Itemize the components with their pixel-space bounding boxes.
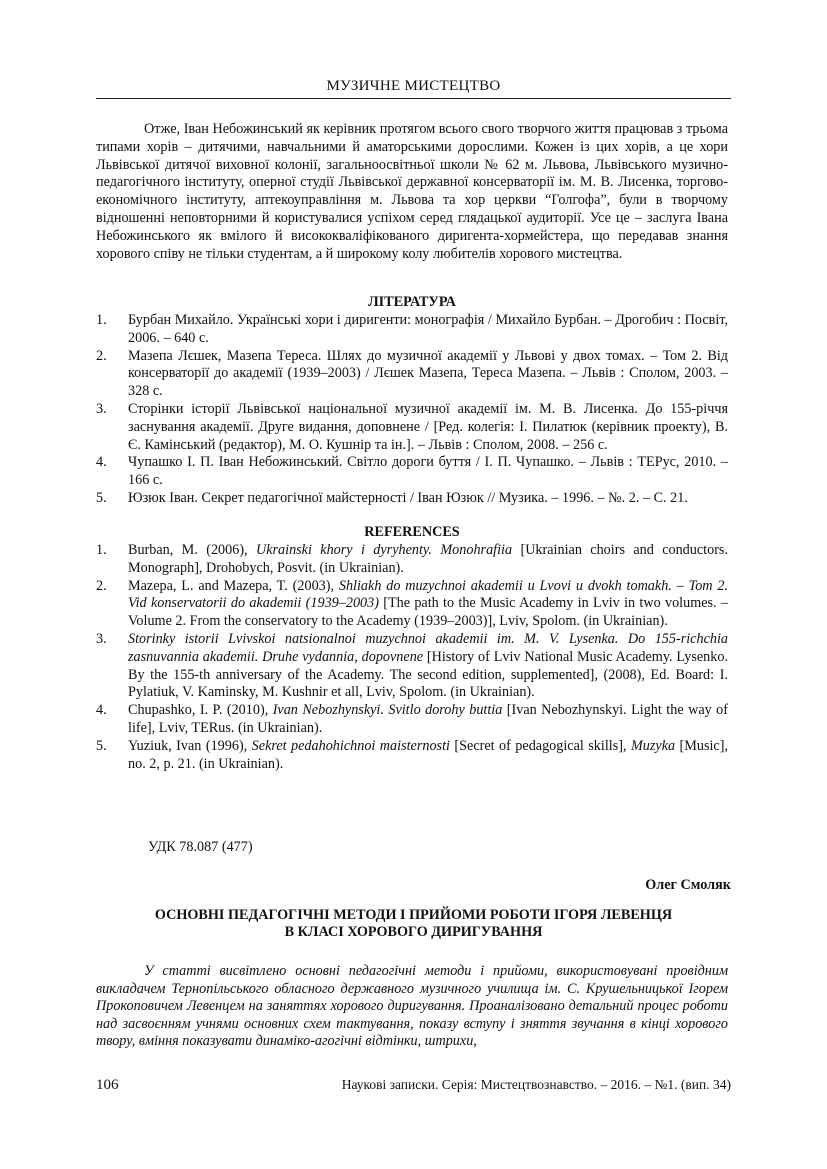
item-text: Бурбан Михайло. Українські хори і диригенти: монографія / Михайло Бурбан. – Дрогобич : Посвіт, 2006. – 640 с. <box>128 312 728 346</box>
references-list <box>96 542 728 773</box>
article-title-line-1: ОСНОВНІ ПЕДАГОГІЧНІ МЕТОДИ І ПРИЙОМИ РОБОТИ ІГОРЯ ЛЕВЕНЦЯ <box>154 907 673 923</box>
page-number: 106 <box>96 1077 119 1093</box>
abstract <box>96 963 728 1051</box>
literature-item <box>96 312 728 348</box>
item-number: 3. <box>96 630 107 647</box>
item-number: 2. <box>96 577 107 594</box>
reference-mid: [The path to the Music Academy in Lviv in two volumes. – Volume 2. From the conservatory to the Academy (1939–2003)], Lviv, Spolom. (in Ukrainian). <box>128 595 728 630</box>
reference-it1: Shliakh do muzychnoi akademii u Lvovi u dvokh tomakh. – Tom 2. Vid konservatorii do akademii (1939–2003) <box>128 577 729 612</box>
intro-paragraph <box>96 121 728 263</box>
literature-item <box>96 401 728 454</box>
reference-mid: [Ivan Nebozhynskyi. Light the way of life], Lviv, TERus. (in Ukrainian). <box>128 702 728 736</box>
literature-item <box>96 490 728 508</box>
item-text <box>128 738 728 774</box>
item-text <box>128 542 728 578</box>
reference-post: [Music], no. 2, p. 21. (in Ukrainian). <box>128 737 729 772</box>
header-rule <box>96 98 731 99</box>
reference-mid: [History of Lviv National Music Academy. Lysenko. By the 155-th anniversary of the Academy. The second edition, supplemented], (2008), Ed. Board: I. Pylatiuk, V. Kaminsky, M. Kushnir et all, Lviv, Spolom. (in Ukrainian). <box>128 648 728 701</box>
udk-code: УДК 78.087 (477) <box>148 839 253 855</box>
item-text: Юзюк Іван. Секрет педагогічної майстерності / Іван Юзюк // Музика. – 1996. – №. 2. – С. 21. <box>128 489 688 506</box>
item-number: 4. <box>96 702 107 719</box>
reference-pre: Yuziuk, Ivan (1996), <box>128 737 252 754</box>
author-name: Олег Смоляк <box>645 877 731 893</box>
item-number: 5. <box>96 737 107 754</box>
literature-item <box>96 348 728 401</box>
item-text <box>128 702 728 738</box>
references-heading: REFERENCES <box>364 524 460 540</box>
item-text: Сторінки історії Львівської національної музичної академії ім. М. В. Лисенка. До 155-річчя заснування академії. Друге видання, доповнене / [Ред. колегія: І. Пилатюк (керівник проекту), В. Є. Камінський (редактор), М. О. Кушнір та ін.]. – Львів : Сполом, 2008. – 256 с. <box>128 400 728 453</box>
reference-pre: Mazepa, L. and Mazepa, T. (2003), <box>128 577 339 594</box>
reference-item <box>96 631 728 702</box>
article-title <box>96 907 731 941</box>
article-title-line-2: В КЛАСІ ХОРОВОГО ДИРИГУВАННЯ <box>284 924 543 940</box>
item-number: 5. <box>96 489 107 506</box>
abstract-text: У статті висвітлено основні педагогічні методи і прийоми, використовувані провідним викладачем Тернопільського обласного державного музичного училища ім. С. Крушельницької Ігорем Прокоповичем Левенцем на заняттях хорового диригування. Проаналізовано детальний процес роботи над засвоєнням учнями основних схем тактування, показу вступу і зняття звучання в кінці хорового твору, вміння показувати динаміко-агогічні відтінки, штрихи, <box>96 963 728 1050</box>
reference-pre: Burban, M. (2006), <box>128 542 256 558</box>
item-text: Мазепа Лєшек, Мазепа Тереса. Шлях до музичної академії у Львові у двох томах. – Том 2. Від консерваторії до академії (1939–2003) / Лєшек Мазепа, Тереса Мазепа. – Львів : Сполом, 2003. – 328 с. <box>128 347 728 400</box>
item-text <box>128 631 728 702</box>
literature-item <box>96 454 728 490</box>
item-number: 3. <box>96 400 107 417</box>
reference-it1: Storinky istorii Lvivskoi natsionalnoi muzychnoi akademii im. M. V. Lysenka. Do 155-richchia zasnuvannia akademii. Druhe vydannia, dopovnene <box>128 630 728 665</box>
reference-it1: Ukrainski khory i dyryhenty. Monohrafiia <box>255 542 513 558</box>
reference-it1: Sekret pedahohichnoi maisternosti <box>251 737 450 754</box>
reference-item <box>96 578 728 631</box>
item-number: 2. <box>96 347 107 364</box>
reference-item <box>96 738 728 774</box>
reference-mid: [Ukrainian choirs and conductors. Monograph], Drohobych, Posvit. (in Ukrainian). <box>128 542 728 576</box>
item-text: Чупашко І. П. Іван Небожинський. Світло дороги буття / І. П. Чупашко. – Львів : ТЕРус, 2010. – 166 с. <box>128 454 728 489</box>
item-number: 4. <box>96 454 107 471</box>
intro-text: Отже, Іван Небожинський як керівник протягом всього свого творчого життя працював з трьома типами хорів – дитячими, навчальними й аматорськими дорослими. Кожен із цих хорів, а це хори Львівської дитячої виховної колонії, загальноосвітньої школи № 62 м. Львова, Львівського музично-педагогічного інституту, оперної студії Львівської державної консерваторії ім. М. В. Лисенка, торгово-економічного інституту, аптекоуправління м. Львова та хор церкви “Голгофа”, були в творчому відношенні неповторними й користувалися успіхом серед глядацької аудиторії. Усе це – заслуга Івана Небожинського як вмілого й висококваліфікованого диригента-хормейстера, що передавав знання хорового співу не тільки студентам, а й широкому колу любителів хорового мистецтва. <box>96 121 728 262</box>
item-text <box>128 578 728 631</box>
reference-pre: Chupashko, I. P. (2010), <box>128 702 273 719</box>
item-number: 1. <box>96 542 107 558</box>
item-number: 1. <box>96 312 107 328</box>
reference-it1: Ivan Nebozhynskyi. Svitlo dorohy buttia <box>272 702 503 719</box>
running-header: МУЗИЧНЕ МИСТЕЦТВО <box>326 78 501 94</box>
reference-item <box>96 702 728 738</box>
literature-heading: ЛІТЕРАТУРА <box>368 294 456 310</box>
reference-mid: [Secret of pedagogical skills], <box>449 737 631 754</box>
reference-item <box>96 542 728 578</box>
reference-it2: Muzyka <box>630 737 676 754</box>
journal-info: Наукові записки. Серія: Мистецтвознавство. – 2016. – №1. (вип. 34) <box>341 1077 731 1092</box>
literature-list <box>96 312 728 508</box>
